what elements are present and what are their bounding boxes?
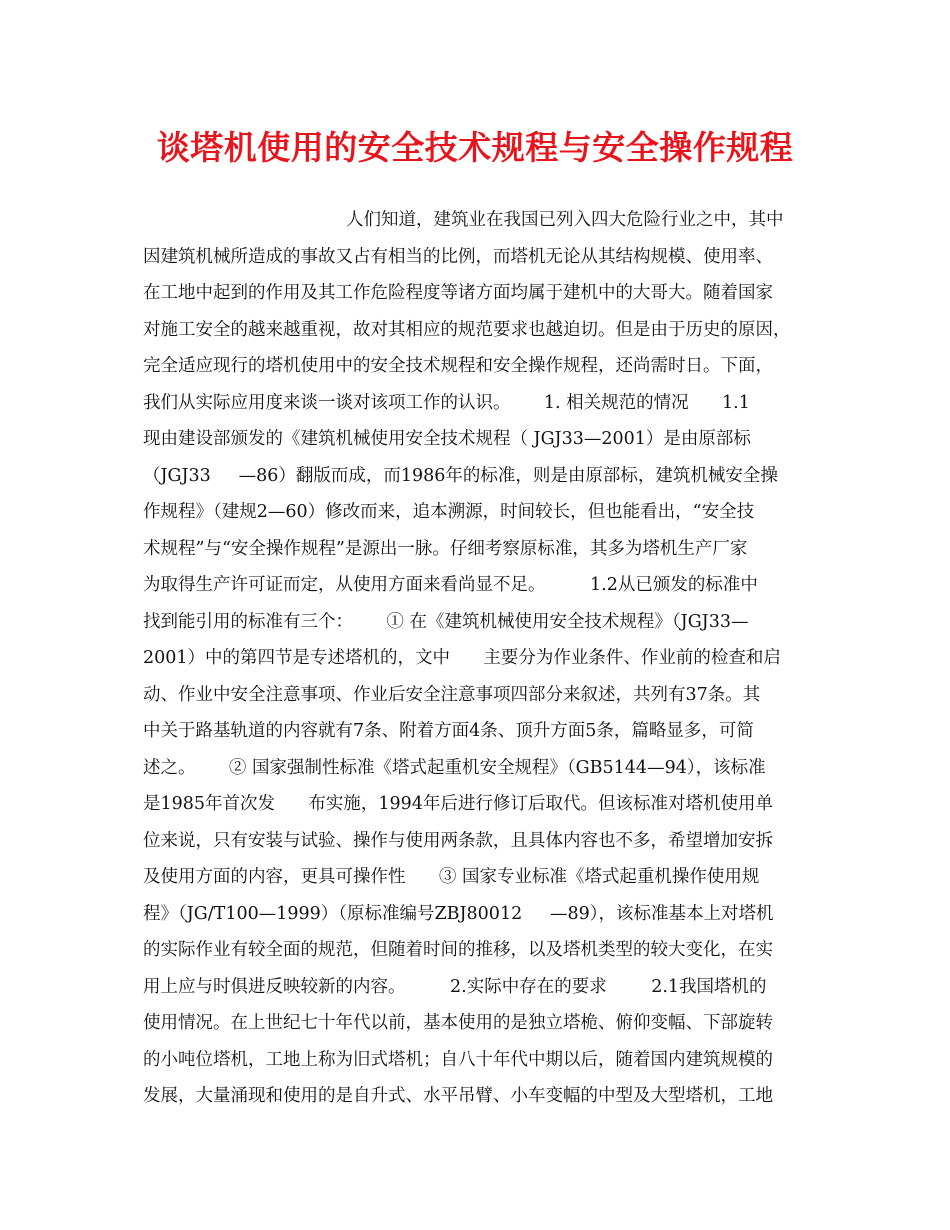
- body-line: 中关于路基轨道的内容就有7条、附着方面4条、顶升方面5条，篇略显多，可简: [143, 721, 754, 741]
- body-line: 发展，大量涌现和使用的是自升式、水平吊臂、小车变幅的中型及大型塔机，工地: [143, 1086, 773, 1106]
- body-line: 位来说，只有安装与试验、操作与使用两条款，且具体内容也不多，希望增加安拆: [143, 830, 773, 851]
- body-line: 找到能引用的标准有三个： ① 在《建筑机械使用安全技术规程》（JGJ33—: [143, 611, 749, 632]
- body-line: 为取得生产许可证而定，从使用方面来看尚显不足。 1.2从已颁发的标准中: [143, 575, 758, 595]
- body-line: 是1985年首次发 布实施，1994年后进行修订后取代。但该标准对塔机使用单: [143, 794, 773, 814]
- body-line: 的实际作业有较全面的规范，但随着时间的推移，以及塔机类型的较大变化，在实: [143, 940, 773, 960]
- document-title: 谈塔机使用的安全技术规程与安全操作规程: [156, 128, 794, 167]
- body-line: 人们知道，建筑业在我国已列入四大危险行业之中，其中: [346, 210, 784, 230]
- body-line: 使用情况。在上世纪七十年代以前，基本使用的是独立塔桅、俯仰变幅、下部旋转: [143, 1013, 773, 1033]
- body-line: 现由建设部颁发的《建筑机械使用安全技术规程（ JGJ33—2001）是由原部标: [143, 429, 751, 449]
- body-line: 的小吨位塔机，工地上称为旧式塔机；自八十年代中期以后，随着国内建筑规模的: [143, 1049, 773, 1070]
- body-line: 用上应与时俱进反映较新的内容。 2.实际中存在的要求 2.1我国塔机的: [143, 976, 767, 997]
- body-line: 程》（JG/T100—1999）（原标准编号ZBJ80012 —89），该标准基本上对塔机: [143, 903, 774, 924]
- body-line: 因建筑机械所造成的事故又占有相当的比例，而塔机无论从其结构规模、使用率、: [143, 246, 773, 267]
- document-body: [143, 202, 823, 1115]
- body-line: 我们从实际应用度来谈一谈对该项工作的认识。 1. 相关规范的情况 1.1: [143, 392, 750, 413]
- body-line: 对施工安全的越来越重视，故对其相应的规范要求也越迫切。但是由于历史的原因，: [143, 319, 791, 340]
- body-line: 及使用方面的内容，更具可操作性 ③ 国家专业标准《塔式起重机操作使用规: [143, 867, 760, 887]
- body-line: 动、作业中安全注意事项、作业后安全注意事项四部分来叙述，共列有37条。其: [143, 684, 761, 705]
- body-line: 术规程”与“安全操作规程”是源出一脉。仔细考察原标准，其多为塔机生产厂家: [143, 538, 748, 559]
- body-line: 述之。 ② 国家强制性标准《塔式起重机安全规程》（GB5144—94），该标准: [143, 757, 766, 778]
- body-line: （JGJ33 —86）翻版而成，而1986年的标准，则是由原部标，建筑机械安全操: [143, 465, 778, 486]
- body-line: 作规程》（建规2—60）修改而来，追本溯源，时间较长，但也能看出，“安全技: [143, 502, 755, 522]
- body-line: 完全适应现行的塔机使用中的安全技术规程和安全操作规程，还尚需时日。下面，: [143, 356, 773, 376]
- body-line: 2001）中的第四节是专述塔机的，文中 主要分为作业条件、作业前的检查和启: [143, 648, 781, 668]
- body-line: 在工地中起到的作用及其工作危险程度等诸方面均属于建机中的大哥大。随着国家: [143, 283, 773, 303]
